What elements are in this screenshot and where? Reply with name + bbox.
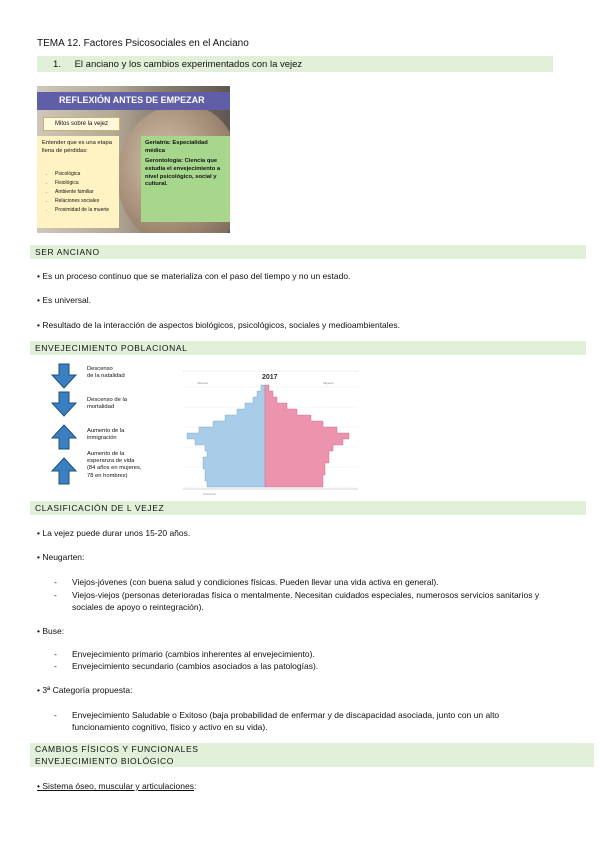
section-clasificacion bbox=[30, 501, 586, 515]
paragraph: • Es universal. bbox=[37, 295, 91, 305]
loss-item: • Fisiológica bbox=[55, 179, 109, 188]
definitions-card bbox=[141, 136, 230, 222]
reflection-header bbox=[37, 92, 230, 110]
paragraph: • La vejez puede durar unos 15-20 años. bbox=[37, 528, 191, 538]
paragraph: • Resultado de la interacción de aspectos biológicos, psicológicos, sociales y medioambientales. bbox=[37, 320, 401, 330]
list-dash: - bbox=[54, 661, 57, 671]
section-poblacional bbox=[30, 341, 586, 355]
list-item: Viejos-viejos (personas deterioradas física o mentalmente. Necesitan cuidados especiales, numerosos servicios sanitarios y sociales de apoyo o reintegración). bbox=[72, 590, 540, 612]
reflection-header-text: REFLEXIÓN ANTES DE EMPEZAR bbox=[59, 95, 205, 105]
arrow-label-line: Descenso bbox=[87, 366, 113, 372]
geriatria-definition: Geriatría: Especialidad médica bbox=[145, 140, 208, 154]
subsection-heading bbox=[37, 781, 196, 791]
pyramid-right-caption: Mujeres bbox=[323, 381, 334, 385]
arrow-down-icon bbox=[50, 363, 78, 389]
list-label: • Neugarten: bbox=[37, 552, 85, 562]
list-dash: - bbox=[54, 590, 57, 600]
losses-list bbox=[37, 170, 109, 215]
list-dash: - bbox=[54, 577, 57, 587]
subheading bbox=[53, 59, 302, 70]
losses-intro: Entender que es una etapa llena de pérdidas: bbox=[42, 140, 112, 154]
arrow-label-line: de la natalidad bbox=[87, 373, 125, 380]
list-item: Viejos-jóvenes (con buena salud y condiciones físicas. Pueden llevar una vida activa en general). bbox=[72, 577, 439, 587]
list-item: Envejecimiento secundario (cambios asociados a las patologías). bbox=[72, 661, 319, 671]
list-dash: - bbox=[54, 649, 57, 659]
section-heading: ENVEJECIMIENTO BIOLÓGICO bbox=[35, 756, 174, 766]
arrow-label-line: esperanza de vida bbox=[87, 458, 135, 465]
list-item: Envejecimiento Saludable o Exitoso (baja probabilidad de enfermar y de discapacidad asociada, junto con un alto funcionamiento cognitivo, físico y activo en su vida). bbox=[72, 710, 500, 732]
loss-item: • Relaciones sociales bbox=[55, 197, 109, 206]
arrow-label-line: Descenso de la bbox=[87, 397, 127, 403]
section-heading: CAMBIOS FÍSICOS Y FUNCIONALES bbox=[35, 744, 199, 754]
section-ser-anciano bbox=[30, 245, 586, 259]
arrow-label bbox=[87, 428, 167, 442]
loss-item: • Proximidad de la muerte bbox=[55, 206, 109, 215]
section-heading: CLASIFICACIÓN DE L VEJEZ bbox=[35, 503, 165, 513]
arrow-up-icon bbox=[50, 424, 78, 450]
arrow-label bbox=[87, 451, 167, 480]
list-dash: - bbox=[54, 710, 57, 720]
section-biologico bbox=[30, 755, 594, 767]
mitos-label: Mitos sobre la vejez bbox=[43, 117, 120, 131]
subheading-number: 1. bbox=[53, 59, 61, 70]
arrow-label bbox=[87, 397, 167, 411]
pyramid-left-caption: Varones bbox=[197, 381, 208, 385]
arrow-label-line: inmigración bbox=[87, 435, 117, 442]
arrow-label-line: Aumento de la bbox=[87, 451, 125, 457]
arrow-label-line: Aumento de la bbox=[87, 428, 125, 434]
arrow-label bbox=[87, 366, 167, 380]
paragraph: • Es un proceso continuo que se materializa con el paso del tiempo y no un estado. bbox=[37, 271, 351, 281]
list-label: • Buse: bbox=[37, 626, 65, 636]
subheading-text: El anciano y los cambios experimentados con la vejez bbox=[74, 59, 303, 70]
section-cambios bbox=[30, 743, 594, 755]
population-pyramid bbox=[173, 367, 368, 497]
arrow-label-line: (84 años en mujeres, bbox=[87, 465, 142, 472]
subheading-bar bbox=[37, 56, 553, 72]
pyramid-x-caption: Población bbox=[203, 492, 217, 496]
losses-card bbox=[37, 136, 119, 228]
list-item: Envejecimiento primario (cambios inherentes al envejecimiento). bbox=[72, 649, 315, 659]
arrow-label-line: mortalidad bbox=[87, 404, 115, 411]
arrow-label-line: 78 en hombres) bbox=[87, 472, 128, 479]
reflection-image bbox=[37, 86, 230, 233]
pyramid-year: 2017 bbox=[262, 374, 278, 381]
loss-item: • Ambiente familiar bbox=[55, 188, 109, 197]
gerontologia-definition: Gerontología: Ciencia que estudia el envejecimiento a nivel psicológico, social y cultural. bbox=[145, 158, 221, 188]
sistema-title: • Sistema óseo, muscular y articulaciones bbox=[37, 781, 194, 791]
arrow-up-icon bbox=[50, 457, 78, 485]
list-label: • 3ª Categoría propuesta: bbox=[37, 685, 133, 695]
document-title: TEMA 12. Factores Psicosociales en el Anciano bbox=[37, 38, 249, 49]
section-heading: ENVEJECIMIENTO POBLACIONAL bbox=[35, 343, 188, 353]
sistema-colon: : bbox=[193, 781, 197, 791]
loss-item: • Psicológica bbox=[55, 170, 109, 179]
section-heading: SER ANCIANO bbox=[35, 247, 100, 257]
arrow-down-icon bbox=[50, 391, 78, 417]
